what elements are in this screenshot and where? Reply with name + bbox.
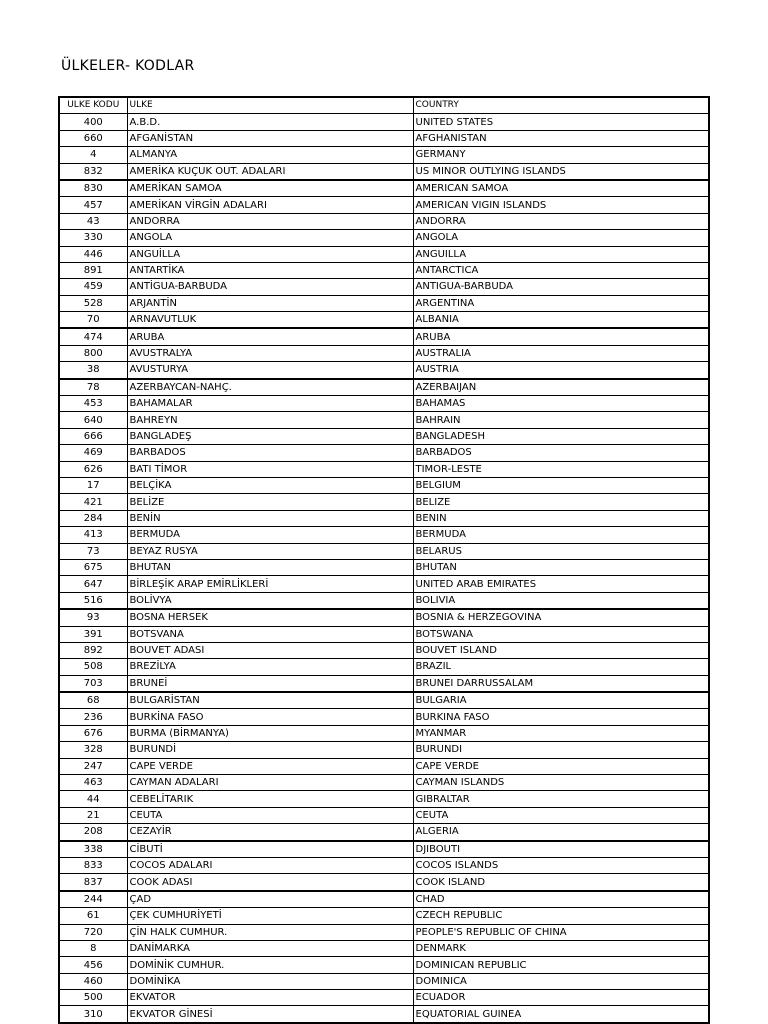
country-name-tr-cell: CEBELİTARIK <box>127 791 413 807</box>
country-name-tr-cell: BİRLEŞİK ARAP EMİRLİKLERİ <box>127 576 413 592</box>
country-name-en-cell: CAPE VERDE <box>413 758 709 774</box>
table-row <box>59 246 709 262</box>
country-name-tr-cell: EKVATOR <box>127 990 413 1006</box>
country-code-cell: 626 <box>59 461 127 477</box>
page-title: ÜLKELER- KODLAR <box>61 58 195 74</box>
country-code-cell: 469 <box>59 445 127 461</box>
country-name-en-cell: BRAZIL <box>413 659 709 675</box>
country-code-cell: 837 <box>59 874 127 891</box>
country-name-tr-cell: BOTSVANA <box>127 626 413 642</box>
table-row <box>59 609 709 626</box>
country-name-en-cell: BHUTAN <box>413 559 709 575</box>
country-code-cell: 284 <box>59 510 127 526</box>
table-row <box>59 477 709 493</box>
country-code-cell: 647 <box>59 576 127 592</box>
country-name-tr-cell: ARNAVUTLUK <box>127 312 413 329</box>
country-code-cell: 446 <box>59 246 127 262</box>
table-row <box>59 543 709 559</box>
country-name-en-cell: ANGOLA <box>413 230 709 246</box>
country-name-tr-cell: BENİN <box>127 510 413 526</box>
country-name-en-cell: COCOS ISLANDS <box>413 857 709 873</box>
country-name-tr-cell: CAPE VERDE <box>127 758 413 774</box>
country-code-cell: 666 <box>59 428 127 444</box>
country-name-en-cell: CAYMAN ISLANDS <box>413 775 709 791</box>
table-row <box>59 412 709 428</box>
country-name-tr-cell: BELİZE <box>127 494 413 510</box>
header-country-en: COUNTRY <box>413 97 709 114</box>
country-name-tr-cell: COOK ADASI <box>127 874 413 891</box>
country-code-cell: 244 <box>59 891 127 908</box>
table-row <box>59 312 709 329</box>
country-name-en-cell: CZECH REPUBLIC <box>413 908 709 924</box>
table-row <box>59 328 709 345</box>
country-name-tr-cell: ARJANTİN <box>127 295 413 311</box>
table-body <box>59 97 709 1023</box>
country-name-en-cell: AMERICAN VIGIN ISLANDS <box>413 197 709 213</box>
country-name-tr-cell: ÇEK CUMHURİYETİ <box>127 908 413 924</box>
country-name-tr-cell: ANGUİLLA <box>127 246 413 262</box>
table-row <box>59 940 709 956</box>
country-name-tr-cell: AVUSTURYA <box>127 362 413 379</box>
country-name-en-cell: DJIBOUTI <box>413 841 709 858</box>
country-name-en-cell: ANGUILLA <box>413 246 709 262</box>
country-name-tr-cell: BEYAZ RUSYA <box>127 543 413 559</box>
table-row <box>59 445 709 461</box>
country-code-cell: 833 <box>59 857 127 873</box>
table-row <box>59 891 709 908</box>
country-name-tr-cell: BOLİVYA <box>127 592 413 609</box>
country-name-tr-cell: AZERBAYCAN-NAHÇ. <box>127 379 413 396</box>
table-row <box>59 626 709 642</box>
country-code-cell: 703 <box>59 675 127 692</box>
table-row <box>59 957 709 973</box>
table-row <box>59 379 709 396</box>
table-row <box>59 709 709 725</box>
country-code-cell: 830 <box>59 180 127 197</box>
country-code-cell: 17 <box>59 477 127 493</box>
country-code-cell: 676 <box>59 725 127 741</box>
country-name-en-cell: BELGIUM <box>413 477 709 493</box>
country-name-en-cell: BERMUDA <box>413 527 709 543</box>
country-name-en-cell: BANGLADESH <box>413 428 709 444</box>
country-name-tr-cell: ALMANYA <box>127 147 413 163</box>
country-name-tr-cell: BURUNDİ <box>127 742 413 758</box>
country-name-en-cell: BOSNIA & HERZEGOVINA <box>413 609 709 626</box>
country-code-cell: 328 <box>59 742 127 758</box>
country-name-en-cell: BOLIVIA <box>413 592 709 609</box>
table-row <box>59 973 709 989</box>
country-name-tr-cell: BOSNA HERSEK <box>127 609 413 626</box>
table-row <box>59 1006 709 1023</box>
country-code-cell: 528 <box>59 295 127 311</box>
country-code-cell: 508 <box>59 659 127 675</box>
country-name-tr-cell: A.B.D. <box>127 114 413 130</box>
table-row <box>59 659 709 675</box>
country-name-en-cell: BURUNDI <box>413 742 709 758</box>
country-code-cell: 832 <box>59 163 127 180</box>
country-name-tr-cell: DANİMARKA <box>127 940 413 956</box>
country-name-en-cell: ANTARCTICA <box>413 262 709 278</box>
country-code-cell: 61 <box>59 908 127 924</box>
table-row <box>59 130 709 146</box>
country-name-tr-cell: BULGARİSTAN <box>127 692 413 709</box>
country-name-en-cell: PEOPLE'S REPUBLIC OF CHINA <box>413 924 709 940</box>
country-code-cell: 21 <box>59 807 127 823</box>
country-name-en-cell: DENMARK <box>413 940 709 956</box>
country-code-cell: 208 <box>59 824 127 841</box>
country-name-en-cell: ARGENTINA <box>413 295 709 311</box>
country-code-cell: 70 <box>59 312 127 329</box>
table-row <box>59 461 709 477</box>
country-name-en-cell: BARBADOS <box>413 445 709 461</box>
country-code-cell: 474 <box>59 328 127 345</box>
table-row <box>59 527 709 543</box>
country-name-tr-cell: BREZİLYA <box>127 659 413 675</box>
country-name-en-cell: BURKINA FASO <box>413 709 709 725</box>
country-name-en-cell: BAHAMAS <box>413 396 709 412</box>
country-code-cell: 391 <box>59 626 127 642</box>
country-code-cell: 516 <box>59 592 127 609</box>
country-name-tr-cell: BARBADOS <box>127 445 413 461</box>
country-name-tr-cell: EKVATOR GİNESİ <box>127 1006 413 1023</box>
country-name-tr-cell: BAHAMALAR <box>127 396 413 412</box>
country-name-tr-cell: BURKİNA FASO <box>127 709 413 725</box>
country-name-en-cell: UNITED ARAB EMIRATES <box>413 576 709 592</box>
country-code-cell: 720 <box>59 924 127 940</box>
country-name-en-cell: ANTIGUA-BARBUDA <box>413 279 709 295</box>
country-code-cell: 891 <box>59 262 127 278</box>
country-code-cell: 78 <box>59 379 127 396</box>
country-code-cell: 500 <box>59 990 127 1006</box>
country-name-en-cell: BENIN <box>413 510 709 526</box>
country-code-cell: 8 <box>59 940 127 956</box>
country-name-tr-cell: COCOS ADALARI <box>127 857 413 873</box>
country-name-en-cell: ECUADOR <box>413 990 709 1006</box>
country-name-en-cell: ANDORRA <box>413 213 709 229</box>
table-row <box>59 775 709 791</box>
country-name-tr-cell: ÇİN HALK CUMHUR. <box>127 924 413 940</box>
table-row <box>59 362 709 379</box>
country-name-tr-cell: CEUTA <box>127 807 413 823</box>
table-row <box>59 428 709 444</box>
country-name-en-cell: BELIZE <box>413 494 709 510</box>
country-code-cell: 675 <box>59 559 127 575</box>
country-name-tr-cell: AMERİKAN VİRGİN ADALARI <box>127 197 413 213</box>
country-name-en-cell: BOTSWANA <box>413 626 709 642</box>
table-row <box>59 114 709 130</box>
country-name-en-cell: US MINOR OUTLYING ISLANDS <box>413 163 709 180</box>
table-row <box>59 692 709 709</box>
table-row <box>59 279 709 295</box>
country-code-cell: 4 <box>59 147 127 163</box>
country-name-tr-cell: BHUTAN <box>127 559 413 575</box>
header-country-tr: ULKE <box>127 97 413 114</box>
country-name-en-cell: CHAD <box>413 891 709 908</box>
country-name-en-cell: UNITED STATES <box>413 114 709 130</box>
country-code-cell: 338 <box>59 841 127 858</box>
table-row <box>59 592 709 609</box>
country-code-cell: 413 <box>59 527 127 543</box>
country-name-en-cell: BOUVET ISLAND <box>413 642 709 658</box>
table-row <box>59 642 709 658</box>
country-name-tr-cell: ARUBA <box>127 328 413 345</box>
country-name-en-cell: EQUATORIAL GUINEA <box>413 1006 709 1023</box>
country-name-tr-cell: BOUVET ADASI <box>127 642 413 658</box>
country-code-cell: 421 <box>59 494 127 510</box>
table-row <box>59 230 709 246</box>
country-code-cell: 456 <box>59 957 127 973</box>
table-row <box>59 742 709 758</box>
table-row <box>59 147 709 163</box>
table-row <box>59 197 709 213</box>
country-name-tr-cell: BURMA (BİRMANYA) <box>127 725 413 741</box>
table-row <box>59 213 709 229</box>
country-codes-table <box>58 96 710 1024</box>
country-name-tr-cell: CİBUTİ <box>127 841 413 858</box>
country-code-cell: 660 <box>59 130 127 146</box>
country-code-cell: 310 <box>59 1006 127 1023</box>
country-name-en-cell: GERMANY <box>413 147 709 163</box>
country-code-cell: 236 <box>59 709 127 725</box>
country-name-en-cell: AFGHANISTAN <box>413 130 709 146</box>
table-row <box>59 824 709 841</box>
table-row <box>59 163 709 180</box>
country-name-tr-cell: ANTARTİKA <box>127 262 413 278</box>
country-name-tr-cell: BERMUDA <box>127 527 413 543</box>
country-name-en-cell: ARUBA <box>413 328 709 345</box>
table-row <box>59 675 709 692</box>
header-country-code: ULKE KODU <box>67 100 120 111</box>
country-name-tr-cell: ANTİGUA-BARBUDA <box>127 279 413 295</box>
table-row <box>59 494 709 510</box>
country-name-tr-cell: AFGANİSTAN <box>127 130 413 146</box>
table-row <box>59 576 709 592</box>
country-name-en-cell: ALBANIA <box>413 312 709 329</box>
country-name-en-cell: TIMOR-LESTE <box>413 461 709 477</box>
country-code-cell: 453 <box>59 396 127 412</box>
table-row <box>59 990 709 1006</box>
country-name-en-cell: DOMINICA <box>413 973 709 989</box>
country-name-en-cell: DOMINICAN REPUBLIC <box>413 957 709 973</box>
country-code-cell: 68 <box>59 692 127 709</box>
country-name-tr-cell: ANDORRA <box>127 213 413 229</box>
table-row <box>59 758 709 774</box>
table-row <box>59 791 709 807</box>
country-code-cell: 38 <box>59 362 127 379</box>
table-row <box>59 396 709 412</box>
country-name-tr-cell: BAHREYN <box>127 412 413 428</box>
country-name-tr-cell: BRUNEİ <box>127 675 413 692</box>
country-name-en-cell: GIBRALTAR <box>413 791 709 807</box>
table-row <box>59 510 709 526</box>
table-row <box>59 295 709 311</box>
table-row <box>59 924 709 940</box>
country-name-tr-cell: BELÇİKA <box>127 477 413 493</box>
table-row <box>59 559 709 575</box>
country-name-tr-cell: AVUSTRALYA <box>127 345 413 361</box>
country-name-tr-cell: AMERİKA KUÇUK OUT. ADALARI <box>127 163 413 180</box>
country-code-cell: 330 <box>59 230 127 246</box>
country-code-cell: 247 <box>59 758 127 774</box>
country-code-cell: 892 <box>59 642 127 658</box>
country-code-cell: 640 <box>59 412 127 428</box>
country-name-tr-cell: CEZAYİR <box>127 824 413 841</box>
country-name-en-cell: AMERICAN SAMOA <box>413 180 709 197</box>
country-code-cell: 400 <box>59 114 127 130</box>
country-name-en-cell: BAHRAIN <box>413 412 709 428</box>
country-name-tr-cell: DOMİNİKA <box>127 973 413 989</box>
table-row <box>59 180 709 197</box>
table-row <box>59 725 709 741</box>
country-name-tr-cell: BATI TİMOR <box>127 461 413 477</box>
country-name-en-cell: BELARUS <box>413 543 709 559</box>
country-name-en-cell: COOK ISLAND <box>413 874 709 891</box>
country-name-tr-cell: BANGLADEŞ <box>127 428 413 444</box>
country-name-en-cell: CEUTA <box>413 807 709 823</box>
country-name-en-cell: AUSTRALIA <box>413 345 709 361</box>
country-name-en-cell: AZERBAIJAN <box>413 379 709 396</box>
table-row <box>59 262 709 278</box>
table-row <box>59 807 709 823</box>
country-name-en-cell: MYANMAR <box>413 725 709 741</box>
table-row <box>59 841 709 858</box>
table-row <box>59 857 709 873</box>
country-code-cell: 460 <box>59 973 127 989</box>
country-code-cell: 457 <box>59 197 127 213</box>
country-code-cell: 44 <box>59 791 127 807</box>
country-code-cell: 459 <box>59 279 127 295</box>
country-name-en-cell: BRUNEI DARRUSSALAM <box>413 675 709 692</box>
table-row <box>59 345 709 361</box>
country-code-cell: 800 <box>59 345 127 361</box>
country-code-cell: 73 <box>59 543 127 559</box>
table-row <box>59 874 709 891</box>
country-name-en-cell: BULGARIA <box>413 692 709 709</box>
country-name-tr-cell: CAYMAN ADALARI <box>127 775 413 791</box>
country-code-cell: 463 <box>59 775 127 791</box>
country-name-tr-cell: AMERİKAN SAMOA <box>127 180 413 197</box>
country-name-tr-cell: ÇAD <box>127 891 413 908</box>
country-name-tr-cell: DOMİNİK CUMHUR. <box>127 957 413 973</box>
country-name-en-cell: AUSTRIA <box>413 362 709 379</box>
table-row <box>59 908 709 924</box>
country-code-cell: 93 <box>59 609 127 626</box>
table-header-row <box>59 97 709 114</box>
country-name-tr-cell: ANGOLA <box>127 230 413 246</box>
country-code-cell: 43 <box>59 213 127 229</box>
country-name-en-cell: ALGERIA <box>413 824 709 841</box>
